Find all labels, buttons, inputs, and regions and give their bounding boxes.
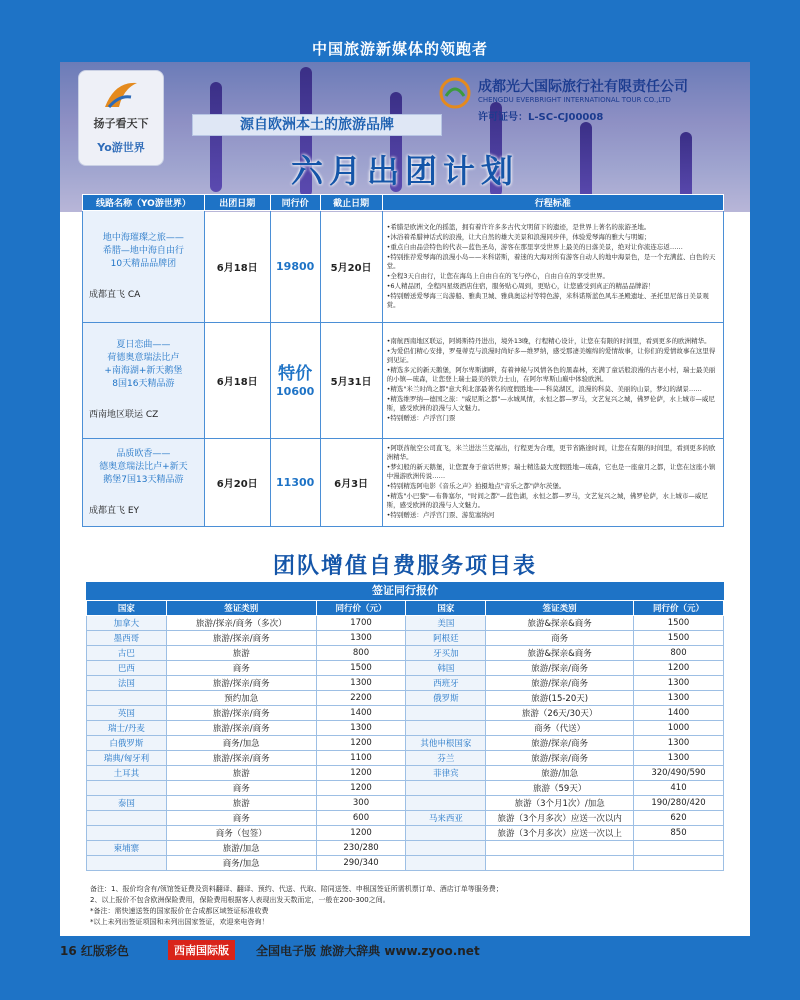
- col-country: 国家: [87, 601, 167, 616]
- visa-type: 旅游（3个月多次）应送一次以上: [486, 826, 634, 841]
- itinerary-standard: [382, 323, 723, 439]
- standard-item: •希腊是欧洲文化的摇篮，拥有着许许多多古代文明留下的遗迹，是世界上著名的旅游圣地。: [386, 222, 651, 231]
- visa-table: [86, 600, 724, 871]
- standard-item: •6人精品团，全程四星级酒店住宿，服务贴心周到，更贴心，让您感受到真正的精品品牌游！: [386, 281, 655, 290]
- notes: [86, 882, 724, 930]
- visa-country: 瑞典/匈牙利: [87, 751, 167, 766]
- flight-info: 成都直飞 EY: [89, 505, 140, 516]
- visa-type: 商务: [166, 661, 316, 676]
- table-row: [87, 766, 724, 781]
- col-standard: 行程标准: [382, 195, 723, 211]
- route-line: 品质欧香——: [116, 448, 171, 459]
- table-row: [87, 841, 724, 856]
- visa-type: 旅游/探亲/商务: [486, 676, 634, 691]
- table-row: [87, 826, 724, 841]
- standard-item: •重点自由品尝特色的代表—蓝色圣岛，游客在那里享受世界上最美的日落美景，绝对让你流连忘返……: [386, 242, 683, 251]
- visa-price: 1400: [634, 706, 724, 721]
- depart-date: 6月20日: [204, 439, 270, 527]
- col-route: 线路名称（YO游世界）: [83, 195, 205, 211]
- visa-type: 旅游&探亲&商务: [486, 646, 634, 661]
- visa-type: 旅游/探亲/商务: [166, 676, 316, 691]
- company-mark-icon: [438, 76, 472, 110]
- logo-line2: Yo游世界: [97, 141, 145, 154]
- price: 19800: [270, 211, 320, 323]
- visa-type: 旅游（59天）: [486, 781, 634, 796]
- visa-price: 1300: [316, 676, 406, 691]
- schedule-header: [83, 195, 724, 211]
- standard-item: •特别赠送：卢浮宫门票、游览塞纳河: [386, 511, 495, 519]
- table-row: [83, 323, 724, 439]
- visa-country: 英国: [87, 706, 167, 721]
- visa-country: 土耳其: [87, 766, 167, 781]
- table-row: [87, 856, 724, 871]
- visa-price: 850: [634, 826, 724, 841]
- visa-country: [87, 856, 167, 871]
- standard-item: •精选维罗纳—德国之旅："威尼斯之都"—水城风情，永恒之都—罗马，文艺复兴之城，佛罗伦萨，水上城市—威尼斯，感受欧洲的浪漫与人文魅力。: [386, 395, 715, 412]
- license-number: 许可证号：L-SC-CJ00008: [478, 112, 604, 123]
- visa-country: [406, 796, 486, 811]
- visa-country: 阿根廷: [406, 631, 486, 646]
- visa-type: 旅游/探亲/商务: [486, 736, 634, 751]
- visa-country: 泰国: [87, 796, 167, 811]
- visa-section-title: 签证同行报价: [86, 582, 724, 600]
- visa-price: 620: [634, 811, 724, 826]
- company-name-en: CHENGDU EVERBRIGHT INTERNATIONAL TOUR CO.,LTD: [478, 96, 671, 104]
- col-visa-price: 同行价（元）: [634, 601, 724, 616]
- col-date: 出团日期: [204, 195, 270, 211]
- table-row: [87, 736, 724, 751]
- visa-price: [634, 856, 724, 871]
- visa-price: 1300: [316, 721, 406, 736]
- visa-header: [87, 601, 724, 616]
- visa-price: 290/340: [316, 856, 406, 871]
- col-country: 国家: [406, 601, 486, 616]
- visa-type: 商务: [166, 811, 316, 826]
- visa-price: 800: [634, 646, 724, 661]
- col-visa-type: 签证类别: [166, 601, 316, 616]
- slogan: 中国旅游新媒体的领跑者: [311, 40, 488, 58]
- standard-item: •精选"米兰时尚之都"意大利北部最著名的度假胜地——科莫湖区，浪漫的科莫、美丽的山景，梦幻的湖景……: [386, 385, 702, 393]
- visa-type: 旅游: [166, 796, 316, 811]
- deadline: 5月31日: [320, 323, 382, 439]
- deadline: 6月3日: [320, 439, 382, 527]
- company-name: 成都光大国际旅行社有限责任公司: [478, 79, 688, 95]
- table-row: [87, 811, 724, 826]
- depart-date: 6月18日: [204, 323, 270, 439]
- visa-price: 2200: [316, 691, 406, 706]
- table-row: [87, 631, 724, 646]
- col-deadline: 截止日期: [320, 195, 382, 211]
- visa-type: 旅游/探亲/商务: [166, 721, 316, 736]
- standard-item: •精选"小巴黎"—布鲁塞尔，"时间之都"—蓝色湖，永恒之都—罗马，文艺复兴之城，佛罗伦萨，水上城市—威尼斯，感受欧洲的浪漫与人文魅力。: [386, 492, 708, 509]
- note-line: 2、以上报价不包含欧洲保险费用，保险费用根据客人表现出发天数而定，一般在200-300之间。: [90, 896, 390, 904]
- table-row: [83, 211, 724, 323]
- visa-type: 商务（包签）: [166, 826, 316, 841]
- route-line: 鹅堡7国13天精品游: [103, 474, 184, 485]
- visa-price: 1300: [316, 631, 406, 646]
- bird-logo-icon: [101, 77, 141, 113]
- schedule-table: [82, 194, 724, 527]
- visa-country: [87, 781, 167, 796]
- table-row: [87, 691, 724, 706]
- visa-type: 预约加急: [166, 691, 316, 706]
- route-line: 希腊—地中海自由行: [102, 245, 184, 256]
- standard-item: •为爱侣们精心安排，罗曼蒂克与浪漫时尚好多—维罗纳，感受那凄美缠绵的爱情故事，让你们的爱情故事在这里得到见证。: [386, 347, 716, 364]
- route-line: 10天精品品牌团: [110, 258, 177, 269]
- depart-date: 6月18日: [204, 211, 270, 323]
- route-cell: [83, 323, 205, 439]
- col-price: 同行价: [270, 195, 320, 211]
- visa-type: 旅游: [166, 766, 316, 781]
- table-row: [87, 646, 724, 661]
- visa-type: [486, 856, 634, 871]
- visa-price: 1300: [634, 736, 724, 751]
- visa-type: 旅游/探亲/商务: [166, 751, 316, 766]
- standard-item: •南航西南地区联运，阿姆斯特丹进出，境外13晚，行程精心设计，让您在有限的时间里，看到更多的欧洲精华。: [386, 337, 711, 345]
- company-block: [438, 76, 743, 124]
- visa-type: 旅游/探亲/商务（多次）: [166, 616, 316, 631]
- edition-badge: 西南国际版: [168, 940, 235, 960]
- note-line: *备注：需快速送签的国家报价在合成都区域签证标准收费: [90, 907, 269, 915]
- visa-price: 1300: [634, 676, 724, 691]
- visa-price: 1200: [316, 781, 406, 796]
- visa-price: 320/490/590: [634, 766, 724, 781]
- flight-info: 西南地区联运 CZ: [89, 410, 159, 420]
- table-row: [87, 721, 724, 736]
- brand-tagline: 源自欧洲本土的旅游品牌: [192, 114, 442, 136]
- itinerary-standard: [382, 439, 723, 527]
- visa-price: 1200: [316, 826, 406, 841]
- table-row: [87, 676, 724, 691]
- visa-country: 西班牙: [406, 676, 486, 691]
- visa-country: [406, 826, 486, 841]
- visa-country: [406, 721, 486, 736]
- bottom-banner: [0, 964, 800, 1000]
- visa-country: 柬埔寨: [87, 841, 167, 856]
- route-line: +南海湖+新天鹅堡: [104, 366, 183, 376]
- visa-country: 马来西亚: [406, 811, 486, 826]
- visa-type: 旅游（3个月1次）/加急: [486, 796, 634, 811]
- visa-country: 白俄罗斯: [87, 736, 167, 751]
- visa-type: 商务: [486, 631, 634, 646]
- visa-type: 旅游（26天/30天）: [486, 706, 634, 721]
- visa-price: 1500: [316, 661, 406, 676]
- visa-type: 商务: [166, 781, 316, 796]
- visa-price: 190/280/420: [634, 796, 724, 811]
- visa-country: [406, 841, 486, 856]
- price: 10600: [276, 385, 315, 398]
- visa-type: 旅游/探亲/商务: [486, 751, 634, 766]
- route-line: 8国16天精品游: [112, 379, 175, 389]
- note-line: 备注：1、报价均含有/领馆签证费及资料翻译、翻译、预约、代送、代取、陪同送签、申根国签证所需机票订单、酒店订单等服务费；: [90, 885, 503, 893]
- visa-country: [87, 691, 167, 706]
- visa-country: [406, 781, 486, 796]
- route-line: 德奥意瑞法比卢+新天: [99, 461, 188, 472]
- price-cell: [270, 323, 320, 439]
- table-row: [83, 439, 724, 527]
- visa-price: 300: [316, 796, 406, 811]
- footer: [60, 938, 750, 964]
- visa-country: 墨西哥: [87, 631, 167, 646]
- standard-item: •精选多元的新天鹅堡，阿尔卑斯湖畔，有着神秘与风情各色的黑森林，充满了童话般浪漫的古老小村，瑞士最美丽的小镇—琉森，让您登上瑞士最美的铁力士山，在阿尔卑斯山巅中体验欧洲。: [386, 366, 716, 383]
- visa-country: [406, 706, 486, 721]
- visa-price: 1200: [634, 661, 724, 676]
- logo-line1: 扬子看天下: [93, 117, 149, 130]
- visa-price: 1100: [316, 751, 406, 766]
- visa-country: [87, 811, 167, 826]
- visa-price: 1300: [634, 691, 724, 706]
- standard-item: •梦幻般的新天鹅堡，让您置身于童话世界；瑞士精选最大度假胜地—琉森，它也是一座童月之都，让您在这座小镇中漫游欧洲传说……: [386, 463, 716, 480]
- visa-body: [87, 616, 724, 871]
- table-row: [87, 616, 724, 631]
- visa-country: 加拿大: [87, 616, 167, 631]
- visa-price: 1500: [634, 631, 724, 646]
- visa-country: 芬兰: [406, 751, 486, 766]
- service-title: 团队增值自费服务项目表: [272, 554, 537, 579]
- table-row: [87, 661, 724, 676]
- table-row: [87, 706, 724, 721]
- price: 11300: [270, 439, 320, 527]
- visa-country: 韩国: [406, 661, 486, 676]
- standard-item: •特别推荐爱琴海的浪漫小岛——米科诺斯，着迷的大海对所有游客自动人的地中海景色，是一个充满蓝、白色的天堂。: [386, 252, 716, 270]
- standard-item: •阿联酋航空公司直飞，米兰进法兰克福出，行程更为合理，更节省路途时间，让您在有限的时间里，看到更多的欧洲精华。: [386, 444, 716, 461]
- standard-item: •特别赠送：卢浮宫门票: [386, 414, 456, 422]
- itinerary-standard: [382, 211, 723, 323]
- visa-type: 旅游(15-20天): [486, 691, 634, 706]
- visa-country: 法国: [87, 676, 167, 691]
- visa-price: 1500: [634, 616, 724, 631]
- standard-item: •全程3天自由行，让您在海岛上自由自在的飞与停心，自由自在的享受世界。: [386, 271, 610, 280]
- visa-type: 旅游: [166, 646, 316, 661]
- visa-price: 410: [634, 781, 724, 796]
- table-row: [87, 781, 724, 796]
- visa-type: 旅游/加急: [166, 841, 316, 856]
- visa-type: 商务/加急: [166, 856, 316, 871]
- top-banner: [0, 0, 800, 62]
- standard-item: •特别赠送爱琴海三岛游船、雅典卫城、雅典奥运村等特色游，米科诺斯蓝色风车圣殿遗址、圣托里尼落日美景观赏。: [386, 291, 709, 309]
- table-row: [87, 796, 724, 811]
- page-number: 16 红版彩色: [60, 944, 129, 958]
- visa-price: 1400: [316, 706, 406, 721]
- standard-item: •特别精选阿电影《音乐之声》拍摄地点"音乐之都"萨尔茨堡。: [386, 482, 566, 490]
- route-cell: [83, 211, 205, 323]
- deadline: 5月20日: [320, 211, 382, 323]
- visa-type: 旅游/探亲/商务: [166, 706, 316, 721]
- route-line: 荷德奥意瑞法比卢: [107, 353, 180, 363]
- flight-info: 成都直飞 CA: [89, 289, 141, 300]
- page-sheet: [60, 62, 750, 936]
- table-row: [87, 751, 724, 766]
- visa-country: 菲律宾: [406, 766, 486, 781]
- edition-text: 全国电子版 旅游大辞典 www.zyoo.net: [256, 944, 480, 958]
- visa-type: 旅游（3个月多次）应送一次以内: [486, 811, 634, 826]
- plan-title: 六月出团计划: [290, 152, 519, 190]
- visa-type: 商务（代送）: [486, 721, 634, 736]
- visa-type: 旅游/加急: [486, 766, 634, 781]
- visa-type: 旅游/探亲/商务: [486, 661, 634, 676]
- col-visa-price: 同行价（元）: [316, 601, 406, 616]
- visa-price: 1000: [634, 721, 724, 736]
- visa-price: 1700: [316, 616, 406, 631]
- visa-price: 1200: [316, 736, 406, 751]
- visa-country: 古巴: [87, 646, 167, 661]
- visa-price: [634, 841, 724, 856]
- route-line: 夏日恋曲——: [116, 340, 171, 350]
- visa-price: 600: [316, 811, 406, 826]
- visa-country: 瑞士/丹麦: [87, 721, 167, 736]
- route-line: 地中海璀璨之旅——: [102, 232, 184, 243]
- visa-type: 旅游&探亲&商务: [486, 616, 634, 631]
- visa-price: 1300: [634, 751, 724, 766]
- col-visa-type: 签证类别: [486, 601, 634, 616]
- visa-country: 巴西: [87, 661, 167, 676]
- visa-type: 旅游/探亲/商务: [166, 631, 316, 646]
- visa-country: [406, 856, 486, 871]
- route-cell: [83, 439, 205, 527]
- visa-price: 230/280: [316, 841, 406, 856]
- visa-country: 美国: [406, 616, 486, 631]
- visa-price: 800: [316, 646, 406, 661]
- standard-item: •沐浴着希腊神话式的浪漫，让大自然的雄大美景和浪漫同步伴，体验爱琴海的雅大与明媚；: [386, 232, 651, 241]
- visa-type: [486, 841, 634, 856]
- note-line: *以上未列出签证项国和未列出国家签证，欢迎来电咨询！: [90, 918, 269, 926]
- visa-country: [87, 826, 167, 841]
- visa-country: 俄罗斯: [406, 691, 486, 706]
- visa-type: 商务/加急: [166, 736, 316, 751]
- visa-country: 其他申根国家: [406, 736, 486, 751]
- visa-price: 1200: [316, 766, 406, 781]
- special-price-label: 特价: [278, 364, 313, 384]
- visa-country: 牙买加: [406, 646, 486, 661]
